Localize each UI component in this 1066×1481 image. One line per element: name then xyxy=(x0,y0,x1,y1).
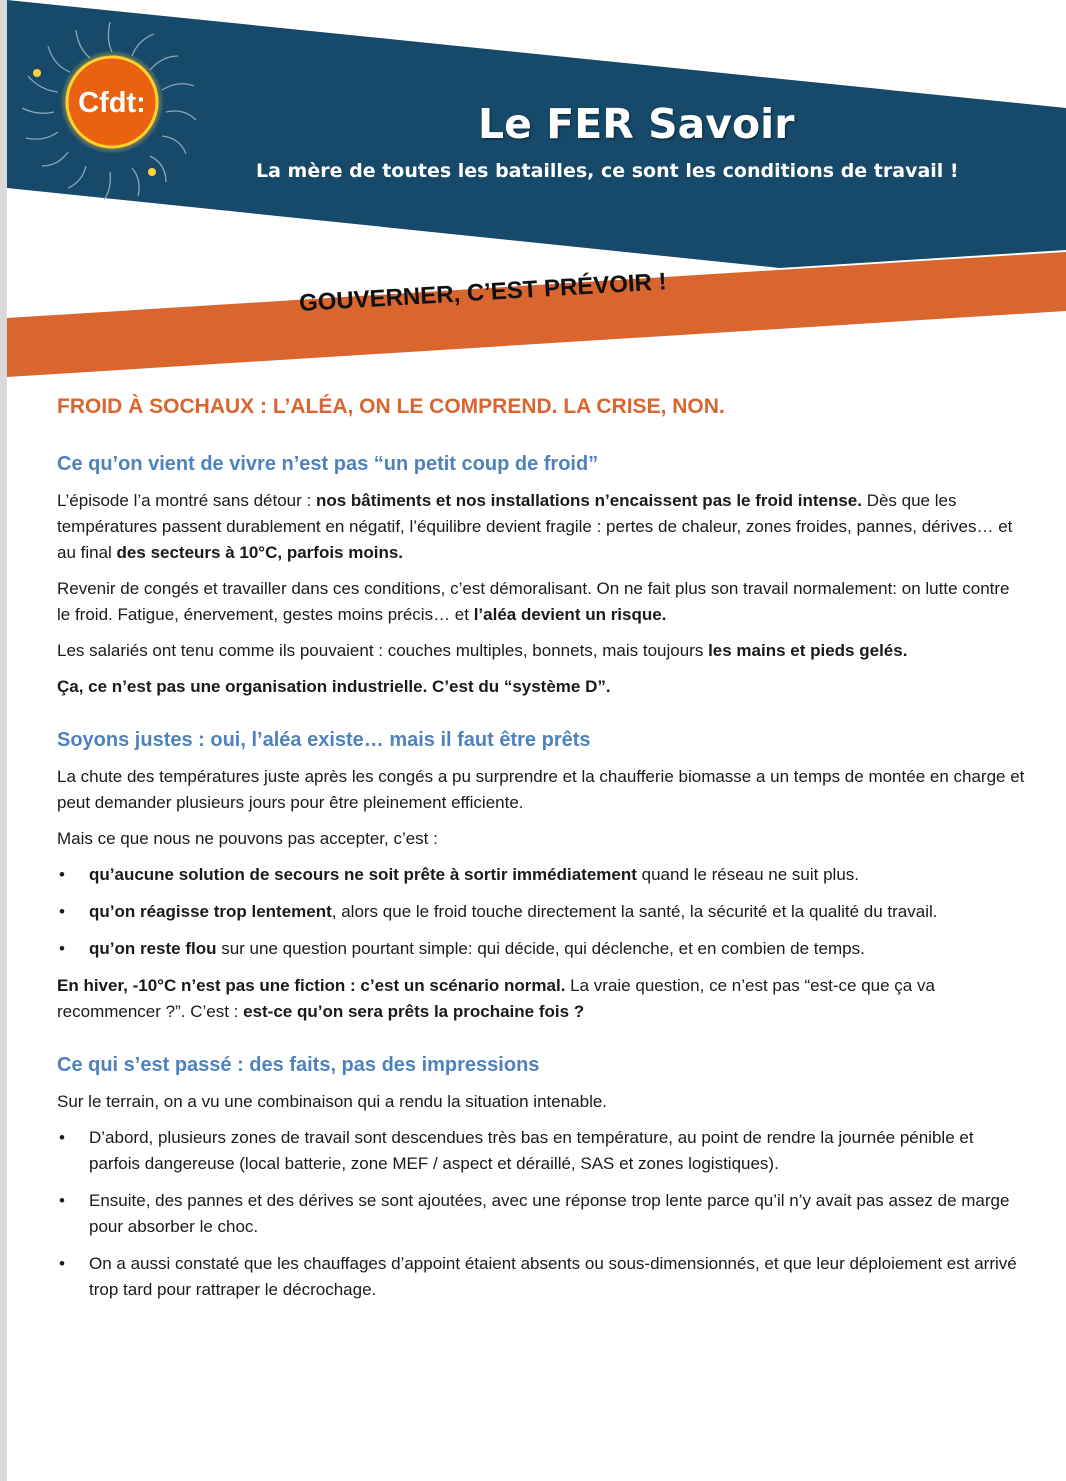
list-item: • qu’aucune solution de secours ne soit prête à sortir immédiatement quand le réseau ne suit plus. xyxy=(57,862,1027,888)
list-item: • qu’on reste flou sur une question pourtant simple: qui décide, qui déclenche, et en combien de temps. xyxy=(57,936,1027,962)
section-heading: Ce qu’on vient de vivre n’est pas “un petit coup de froid” xyxy=(57,453,599,475)
paragraph: En hiver, -10°C n’est pas une fiction : c’est un scénario normal. La vraie question, ce n’est pas “est-ce que ça va recommencer ?”. C’est : est-ce qu’on sera prêts la prochaine fois ? xyxy=(57,976,935,1021)
section-heading: Ce qui s’est passé : des faits, pas des impressions xyxy=(57,1054,540,1076)
bullet-icon: • xyxy=(59,902,65,921)
bullet-icon: • xyxy=(59,1254,65,1273)
header-graphic xyxy=(0,0,1066,380)
list-item: • On a aussi constaté que les chauffages d’appoint étaient absents ou sous-dimensionnés, et que leur déploiement est arrivé trop tard pour rattraper le décrochage. xyxy=(57,1251,1027,1303)
newsletter-title: Le FER Savoir xyxy=(478,100,795,148)
bullet-icon: • xyxy=(59,1128,65,1147)
paragraph: Mais ce que nous ne pouvons pas accepter, c’est : xyxy=(57,829,438,848)
orange-band xyxy=(7,252,1066,377)
paragraph: L’épisode l’a montré sans détour : nos bâtiments et nos installations n’encaissent pas le froid intense. Dès que les températures passent durablement en négatif, l’équilibre devient fragile : pertes de chaleur, zones froides, pannes, dérives… et au final des secteurs à 10°C, parfois moins. xyxy=(57,491,1013,562)
section-heading: Soyons justes : oui, l’aléa existe… mais il faut être prêts xyxy=(57,729,591,751)
list-item: • D’abord, plusieurs zones de travail sont descendues très bas en température, au point de rendre la journée pénible et parfois dangereuse (local batterie, zone MEF / aspect et déraillé, SAS et zones logistiques). xyxy=(57,1125,1027,1177)
paragraph: Les salariés ont tenu comme ils pouvaient : couches multiples, bonnets, mais toujours les mains et pieds gelés. xyxy=(57,641,908,660)
article-headline: FROID À SOCHAUX : L’ALÉA, ON LE COMPREND. LA CRISE, NON. xyxy=(57,395,725,418)
bullet-icon: • xyxy=(59,865,65,884)
paragraph: La chute des températures juste après les congés a pu surprendre et la chaufferie biomasse a un temps de montée en charge et peut demander plusieurs jours pour être pleinement efficiente. xyxy=(57,767,1025,812)
bullet-list xyxy=(57,862,1027,962)
bullet-list xyxy=(57,1125,1027,1303)
logo-text: Cfdt: xyxy=(78,87,146,119)
newsletter-subtitle: La mère de toutes les batailles, ce sont les conditions de travail ! xyxy=(256,160,959,182)
list-item: • qu’on réagisse trop lentement, alors que le froid touche directement la santé, la sécurité et la qualité du travail. xyxy=(57,899,1027,925)
banner-slogan: GOUVERNER, C’EST PRÉVOIR ! xyxy=(298,268,668,318)
paragraph-emphasis: Ça, ce n’est pas une organisation industrielle. C’est du “système D”. xyxy=(57,677,611,696)
list-item: • Ensuite, des pannes et des dérives se sont ajoutées, avec une réponse trop lente parce qu’il n’y avait pas assez de marge pour absorber le choc. xyxy=(57,1188,1027,1240)
article-body xyxy=(57,392,1027,1314)
paragraph: Revenir de congés et travailler dans ces conditions, c’est démoralisant. On ne fait plus son travail normalement: on lutte contre le froid. Fatigue, énervement, gestes moins précis… et l’aléa devient un risque. xyxy=(57,579,1010,624)
bullet-icon: • xyxy=(59,939,65,958)
bullet-icon: • xyxy=(59,1191,65,1210)
paragraph: Sur le terrain, on a vu une combinaison qui a rendu la situation intenable. xyxy=(57,1092,608,1111)
